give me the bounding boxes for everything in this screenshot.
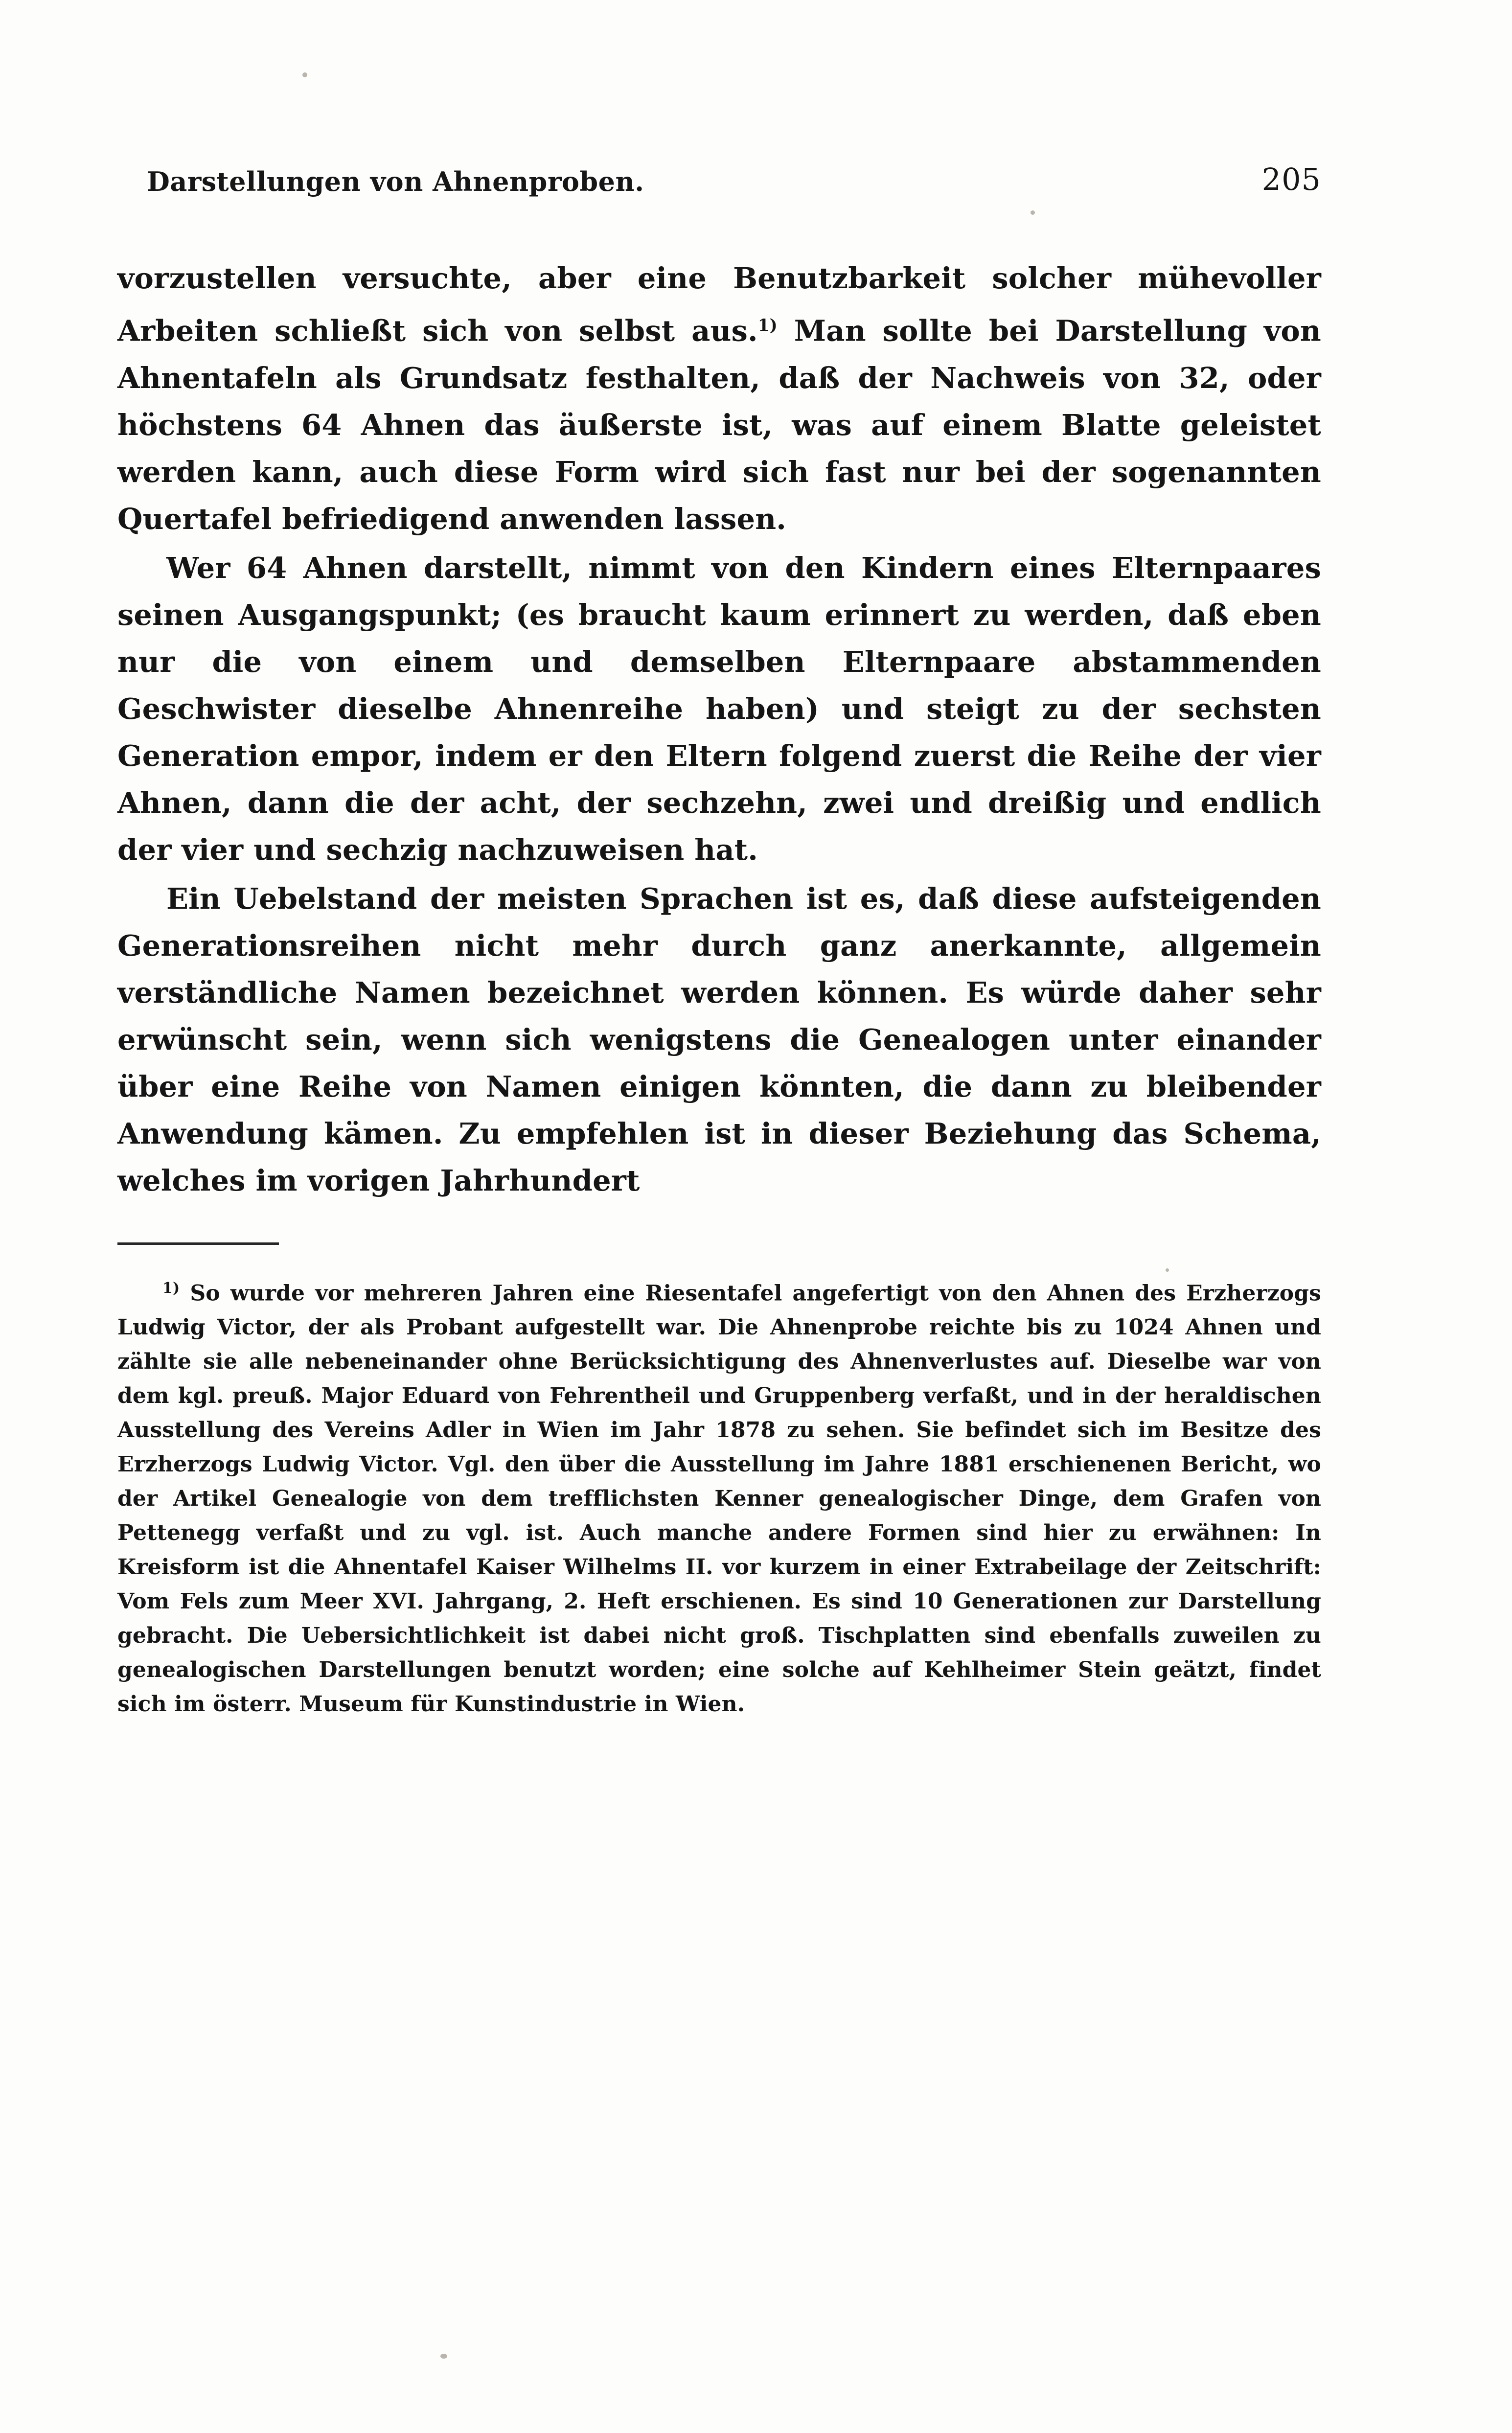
paragraph-1 <box>117 255 1321 543</box>
paragraph-2: Wer 64 Ahnen darstellt, nimmt von den Kindern eines Elternpaares seinen Ausgangspunkt; (es braucht kaum erinnert zu werden, daß eben nur die von einem und demselben Elternpaare abstammenden Geschwister dieselbe Ahnenreihe haben) und steigt zu der sechsten Generation empor, indem er den Eltern folgend zuerst die Reihe der vier Ahnen, dann die der acht, der sechzehn, zwei und dreißig und endlich der vier und sechzig nachzuweisen hat. <box>117 551 1321 867</box>
footnote-block <box>117 1271 1321 1722</box>
footnote-reference: 1) <box>757 316 778 335</box>
running-head-title: Darstellungen von Ahnenproben. <box>147 166 644 197</box>
footnote-marker: 1) <box>162 1279 180 1297</box>
running-header <box>147 161 1321 197</box>
body-text <box>117 255 1321 1721</box>
paragraph-1-part-2: Man sollte bei Darstellung von Ahnentafeln als Grundsatz festhalten, daß der Nachweis von 32, oder höchstens 64 Ahnen das äußerste ist, was auf einem Blatte geleistet werden kann, auch diese Form wird sich fast nur bei der sogenannten Quertafel befriedigend anwenden lassen. <box>117 314 1321 536</box>
scan-speck-icon <box>302 72 307 77</box>
paragraph-1-part-1: vorzustellen versuchte, aber eine Benutzbarkeit solcher mühevoller Arbeiten schließt sich von selbst aus. <box>117 261 1321 348</box>
scan-speck-icon <box>440 2354 447 2359</box>
page-content <box>117 161 1395 1721</box>
page-number: 205 <box>1261 161 1321 197</box>
footnote-separator-rule <box>117 1242 279 1245</box>
paragraph-3: Ein Uebelstand der meisten Sprachen ist es, daß diese aufsteigenden Generationsreihen nicht mehr durch ganz anerkannte, allgemein verständliche Namen bezeichnet werden können. Es würde daher sehr erwünscht sein, wenn sich wenigstens die Genealogen unter einander über eine Reihe von Namen einigen könnten, die dann zu bleibender Anwendung kämen. Zu empfehlen ist in dieser Beziehung das Schema, welches im vorigen Jahrhundert <box>117 881 1321 1197</box>
footnote-text: So wurde vor mehreren Jahren eine Riesentafel angefertigt von den Ahnen des Erzherzogs Ludwig Victor, der als Probant aufgestellt war. Die Ahnenprobe reichte bis zu 1024 Ahnen und zählte sie alle nebeneinander ohne Berücksichtigung des Ahnenverlustes auf. Dieselbe war von dem kgl. preuß. Major Eduard von Fehrentheil und Gruppenberg verfaßt, und in der heraldischen Ausstellung des Vereins Adler in Wien im Jahr 1878 zu sehen. Sie befindet sich im Besitze des Erzherzogs Ludwig Victor. Vgl. den über die Ausstellung im Jahre 1881 erschienenen Bericht, wo der Artikel Genealogie von dem trefflichsten Kenner genealogischer Dinge, dem Grafen von Pettenegg verfaßt und zu vgl. ist. Auch manche andere Formen sind hier zu erwähnen: In Kreisform ist die Ahnentafel Kaiser Wilhelms II. vor kurzem in einer Extrabeilage der Zeitschrift: Vom Fels zum Meer XVI. Jahrgang, 2. Heft erschienen. Es sind 10 Generationen zur Darstellung gebracht. Die Uebersichtlichkeit ist dabei nicht groß. Tischplatten sind ebenfalls zuweilen zu genealogischen Darstellungen benutzt worden; eine solche auf Kehlheimer Stein geätzt, findet sich im österr. Museum für Kunstindustrie in Wien. <box>117 1281 1321 1717</box>
